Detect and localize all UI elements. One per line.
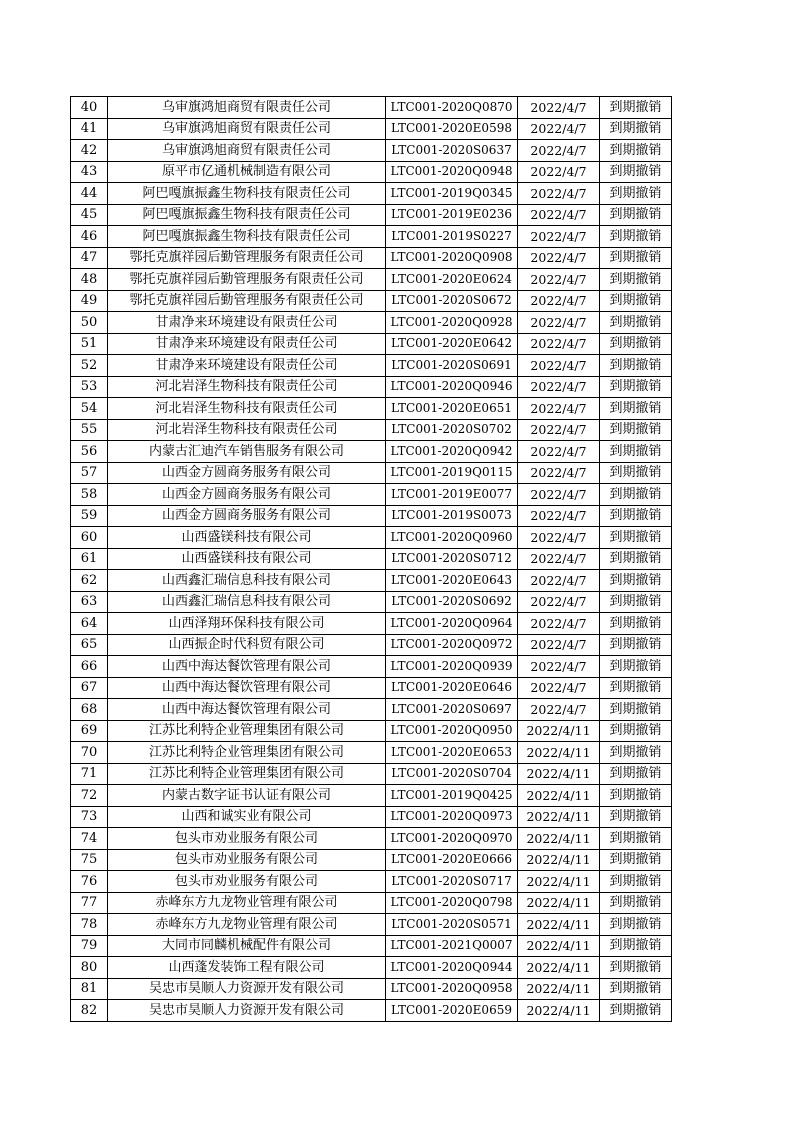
certificate-number-cell: LTC001-2020E0624 — [386, 269, 518, 291]
row-number-cell: 53 — [71, 376, 108, 398]
company-name-cell: 山西金方圆商务服务有限公司 — [108, 462, 386, 484]
company-name-cell: 内蒙古汇迪汽车销售服务有限公司 — [108, 441, 386, 463]
certificate-number-cell: LTC001-2020Q0948 — [386, 161, 518, 183]
certificate-number-cell: LTC001-2020Q0908 — [386, 247, 518, 269]
company-name-cell: 山西和诚实业有限公司 — [108, 806, 386, 828]
row-number-cell: 52 — [71, 355, 108, 377]
date-cell: 2022/4/7 — [518, 462, 600, 484]
certificate-number-cell: LTC001-2020S0692 — [386, 591, 518, 613]
table-row — [71, 914, 672, 936]
certificate-number-cell: LTC001-2019E0077 — [386, 484, 518, 506]
status-cell: 到期撤销 — [600, 226, 672, 248]
date-cell: 2022/4/11 — [518, 957, 600, 979]
table-row — [71, 978, 672, 1000]
certificate-number-cell: LTC001-2021Q0007 — [386, 935, 518, 957]
table-row — [71, 462, 672, 484]
table-row — [71, 226, 672, 248]
row-number-cell: 74 — [71, 828, 108, 850]
certificate-number-cell: LTC001-2020S0691 — [386, 355, 518, 377]
row-number-cell: 58 — [71, 484, 108, 506]
table-row — [71, 828, 672, 850]
certificate-number-cell: LTC001-2020S0717 — [386, 871, 518, 893]
status-cell: 到期撤销 — [600, 505, 672, 527]
row-number-cell: 48 — [71, 269, 108, 291]
row-number-cell: 62 — [71, 570, 108, 592]
company-name-cell: 阿巴嘎旗振鑫生物科技有限责任公司 — [108, 183, 386, 205]
table-row — [71, 763, 672, 785]
row-number-cell: 61 — [71, 548, 108, 570]
company-name-cell: 山西蓬发装饰工程有限公司 — [108, 957, 386, 979]
certificate-number-cell: LTC001-2020S0702 — [386, 419, 518, 441]
row-number-cell: 72 — [71, 785, 108, 807]
row-number-cell: 40 — [71, 97, 108, 119]
company-name-cell: 江苏比利特企业管理集团有限公司 — [108, 763, 386, 785]
status-cell: 到期撤销 — [600, 849, 672, 871]
company-name-cell: 包头市劝业服务有限公司 — [108, 871, 386, 893]
certificate-number-cell: LTC001-2019S0227 — [386, 226, 518, 248]
table-row — [71, 505, 672, 527]
date-cell: 2022/4/7 — [518, 613, 600, 635]
table-row — [71, 97, 672, 119]
status-cell: 到期撤销 — [600, 634, 672, 656]
company-name-cell: 山西金方圆商务服务有限公司 — [108, 505, 386, 527]
date-cell: 2022/4/7 — [518, 290, 600, 312]
certificate-number-cell: LTC001-2020Q0928 — [386, 312, 518, 334]
row-number-cell: 44 — [71, 183, 108, 205]
certificate-number-cell: LTC001-2019Q0115 — [386, 462, 518, 484]
row-number-cell: 71 — [71, 763, 108, 785]
table-row — [71, 871, 672, 893]
table-row — [71, 742, 672, 764]
company-name-cell: 甘肃净来环境建设有限责任公司 — [108, 333, 386, 355]
certificate-number-cell: LTC001-2020S0672 — [386, 290, 518, 312]
company-name-cell: 山西鑫汇瑞信息科技有限公司 — [108, 570, 386, 592]
table-row — [71, 1000, 672, 1022]
status-cell: 到期撤销 — [600, 806, 672, 828]
table-row — [71, 677, 672, 699]
status-cell: 到期撤销 — [600, 742, 672, 764]
date-cell: 2022/4/7 — [518, 441, 600, 463]
company-name-cell: 山西中海达餐饮管理有限公司 — [108, 699, 386, 721]
company-name-cell: 甘肃净来环境建设有限责任公司 — [108, 355, 386, 377]
status-cell: 到期撤销 — [600, 312, 672, 334]
row-number-cell: 45 — [71, 204, 108, 226]
row-number-cell: 55 — [71, 419, 108, 441]
certificate-number-cell: LTC001-2019Q0425 — [386, 785, 518, 807]
certificate-table-body — [71, 97, 672, 1022]
status-cell: 到期撤销 — [600, 441, 672, 463]
table-row — [71, 140, 672, 162]
table-row — [71, 376, 672, 398]
certificate-table — [70, 96, 672, 1022]
certificate-number-cell: LTC001-2020Q0870 — [386, 97, 518, 119]
row-number-cell: 68 — [71, 699, 108, 721]
company-name-cell: 赤峰东方九龙物业管理有限公司 — [108, 914, 386, 936]
company-name-cell: 山西中海达餐饮管理有限公司 — [108, 656, 386, 678]
date-cell: 2022/4/7 — [518, 591, 600, 613]
row-number-cell: 54 — [71, 398, 108, 420]
date-cell: 2022/4/7 — [518, 527, 600, 549]
company-name-cell: 阿巴嘎旗振鑫生物科技有限责任公司 — [108, 226, 386, 248]
row-number-cell: 51 — [71, 333, 108, 355]
date-cell: 2022/4/7 — [518, 140, 600, 162]
status-cell: 到期撤销 — [600, 1000, 672, 1022]
table-row — [71, 849, 672, 871]
date-cell: 2022/4/7 — [518, 269, 600, 291]
status-cell: 到期撤销 — [600, 892, 672, 914]
table-row — [71, 484, 672, 506]
date-cell: 2022/4/7 — [518, 484, 600, 506]
status-cell: 到期撤销 — [600, 118, 672, 140]
certificate-number-cell: LTC001-2020S0637 — [386, 140, 518, 162]
certificate-number-cell: LTC001-2020E0598 — [386, 118, 518, 140]
table-row — [71, 785, 672, 807]
row-number-cell: 56 — [71, 441, 108, 463]
status-cell: 到期撤销 — [600, 548, 672, 570]
date-cell: 2022/4/11 — [518, 892, 600, 914]
certificate-number-cell: LTC001-2020Q0958 — [386, 978, 518, 1000]
company-name-cell: 山西中海达餐饮管理有限公司 — [108, 677, 386, 699]
status-cell: 到期撤销 — [600, 462, 672, 484]
certificate-number-cell: LTC001-2020E0651 — [386, 398, 518, 420]
date-cell: 2022/4/11 — [518, 806, 600, 828]
date-cell: 2022/4/11 — [518, 720, 600, 742]
certificate-number-cell: LTC001-2020S0712 — [386, 548, 518, 570]
company-name-cell: 山西金方圆商务服务有限公司 — [108, 484, 386, 506]
company-name-cell: 山西盛镁科技有限公司 — [108, 548, 386, 570]
company-name-cell: 鄂托克旗祥园后勤管理服务有限责任公司 — [108, 290, 386, 312]
table-row — [71, 355, 672, 377]
date-cell: 2022/4/7 — [518, 570, 600, 592]
row-number-cell: 47 — [71, 247, 108, 269]
row-number-cell: 50 — [71, 312, 108, 334]
row-number-cell: 60 — [71, 527, 108, 549]
company-name-cell: 大同市同麟机械配件有限公司 — [108, 935, 386, 957]
date-cell: 2022/4/11 — [518, 1000, 600, 1022]
certificate-number-cell: LTC001-2020S0704 — [386, 763, 518, 785]
certificate-number-cell: LTC001-2020Q0970 — [386, 828, 518, 850]
table-row — [71, 892, 672, 914]
table-row — [71, 570, 672, 592]
date-cell: 2022/4/7 — [518, 419, 600, 441]
status-cell: 到期撤销 — [600, 828, 672, 850]
company-name-cell: 乌审旗鸿旭商贸有限责任公司 — [108, 97, 386, 119]
table-row — [71, 806, 672, 828]
status-cell: 到期撤销 — [600, 871, 672, 893]
company-name-cell: 鄂托克旗祥园后勤管理服务有限责任公司 — [108, 247, 386, 269]
status-cell: 到期撤销 — [600, 355, 672, 377]
company-name-cell: 原平市亿通机械制造有限公司 — [108, 161, 386, 183]
row-number-cell: 49 — [71, 290, 108, 312]
row-number-cell: 70 — [71, 742, 108, 764]
company-name-cell: 江苏比利特企业管理集团有限公司 — [108, 742, 386, 764]
certificate-number-cell: LTC001-2019S0073 — [386, 505, 518, 527]
date-cell: 2022/4/7 — [518, 247, 600, 269]
table-row — [71, 290, 672, 312]
table-row — [71, 398, 672, 420]
date-cell: 2022/4/7 — [518, 312, 600, 334]
status-cell: 到期撤销 — [600, 484, 672, 506]
company-name-cell: 赤峰东方九龙物业管理有限公司 — [108, 892, 386, 914]
certificate-number-cell: LTC001-2020Q0946 — [386, 376, 518, 398]
table-row — [71, 548, 672, 570]
certificate-number-cell: LTC001-2020E0653 — [386, 742, 518, 764]
certificate-number-cell: LTC001-2020Q0964 — [386, 613, 518, 635]
date-cell: 2022/4/7 — [518, 505, 600, 527]
table-row — [71, 957, 672, 979]
table-row — [71, 591, 672, 613]
status-cell: 到期撤销 — [600, 978, 672, 1000]
status-cell: 到期撤销 — [600, 914, 672, 936]
row-number-cell: 57 — [71, 462, 108, 484]
certificate-number-cell: LTC001-2020Q0942 — [386, 441, 518, 463]
company-name-cell: 江苏比利特企业管理集团有限公司 — [108, 720, 386, 742]
certificate-number-cell: LTC001-2019Q0345 — [386, 183, 518, 205]
date-cell: 2022/4/11 — [518, 978, 600, 1000]
certificate-number-cell: LTC001-2020E0646 — [386, 677, 518, 699]
certificate-number-cell: LTC001-2020S0697 — [386, 699, 518, 721]
status-cell: 到期撤销 — [600, 376, 672, 398]
certificate-number-cell: LTC001-2020S0571 — [386, 914, 518, 936]
date-cell: 2022/4/7 — [518, 677, 600, 699]
status-cell: 到期撤销 — [600, 269, 672, 291]
date-cell: 2022/4/7 — [518, 118, 600, 140]
table-row — [71, 441, 672, 463]
company-name-cell: 甘肃净来环境建设有限责任公司 — [108, 312, 386, 334]
certificate-number-cell: LTC001-2020E0642 — [386, 333, 518, 355]
company-name-cell: 内蒙古数字证书认证有限公司 — [108, 785, 386, 807]
table-row — [71, 204, 672, 226]
date-cell: 2022/4/7 — [518, 548, 600, 570]
row-number-cell: 79 — [71, 935, 108, 957]
table-row — [71, 656, 672, 678]
row-number-cell: 78 — [71, 914, 108, 936]
row-number-cell: 82 — [71, 1000, 108, 1022]
company-name-cell: 包头市劝业服务有限公司 — [108, 849, 386, 871]
table-row — [71, 312, 672, 334]
status-cell: 到期撤销 — [600, 290, 672, 312]
date-cell: 2022/4/11 — [518, 914, 600, 936]
row-number-cell: 66 — [71, 656, 108, 678]
status-cell: 到期撤销 — [600, 204, 672, 226]
company-name-cell: 河北岩泽生物科技有限责任公司 — [108, 376, 386, 398]
certificate-number-cell: LTC001-2020Q0950 — [386, 720, 518, 742]
date-cell: 2022/4/7 — [518, 355, 600, 377]
row-number-cell: 73 — [71, 806, 108, 828]
date-cell: 2022/4/7 — [518, 333, 600, 355]
date-cell: 2022/4/7 — [518, 699, 600, 721]
table-row — [71, 613, 672, 635]
status-cell: 到期撤销 — [600, 398, 672, 420]
row-number-cell: 69 — [71, 720, 108, 742]
table-row — [71, 161, 672, 183]
company-name-cell: 吴忠市昊顺人力资源开发有限公司 — [108, 1000, 386, 1022]
row-number-cell: 65 — [71, 634, 108, 656]
date-cell: 2022/4/11 — [518, 871, 600, 893]
certificate-number-cell: LTC001-2020E0659 — [386, 1000, 518, 1022]
company-name-cell: 河北岩泽生物科技有限责任公司 — [108, 398, 386, 420]
certificate-number-cell: LTC001-2020Q0798 — [386, 892, 518, 914]
status-cell: 到期撤销 — [600, 161, 672, 183]
date-cell: 2022/4/7 — [518, 97, 600, 119]
table-row — [71, 419, 672, 441]
row-number-cell: 75 — [71, 849, 108, 871]
certificate-number-cell: LTC001-2020Q0960 — [386, 527, 518, 549]
date-cell: 2022/4/7 — [518, 656, 600, 678]
status-cell: 到期撤销 — [600, 699, 672, 721]
date-cell: 2022/4/7 — [518, 183, 600, 205]
table-row — [71, 935, 672, 957]
status-cell: 到期撤销 — [600, 247, 672, 269]
certificate-number-cell: LTC001-2020E0643 — [386, 570, 518, 592]
table-row — [71, 634, 672, 656]
company-name-cell: 包头市劝业服务有限公司 — [108, 828, 386, 850]
status-cell: 到期撤销 — [600, 97, 672, 119]
status-cell: 到期撤销 — [600, 656, 672, 678]
status-cell: 到期撤销 — [600, 333, 672, 355]
row-number-cell: 63 — [71, 591, 108, 613]
table-row — [71, 699, 672, 721]
company-name-cell: 山西盛镁科技有限公司 — [108, 527, 386, 549]
date-cell: 2022/4/11 — [518, 828, 600, 850]
status-cell: 到期撤销 — [600, 570, 672, 592]
date-cell: 2022/4/11 — [518, 935, 600, 957]
certificate-number-cell: LTC001-2020Q0939 — [386, 656, 518, 678]
row-number-cell: 80 — [71, 957, 108, 979]
status-cell: 到期撤销 — [600, 591, 672, 613]
date-cell: 2022/4/7 — [518, 634, 600, 656]
row-number-cell: 43 — [71, 161, 108, 183]
certificate-number-cell: LTC001-2020Q0944 — [386, 957, 518, 979]
status-cell: 到期撤销 — [600, 613, 672, 635]
certificate-number-cell: LTC001-2020E0666 — [386, 849, 518, 871]
company-name-cell: 山西振企时代科贸有限公司 — [108, 634, 386, 656]
date-cell: 2022/4/7 — [518, 398, 600, 420]
table-row — [71, 333, 672, 355]
status-cell: 到期撤销 — [600, 957, 672, 979]
status-cell: 到期撤销 — [600, 935, 672, 957]
company-name-cell: 吴忠市昊顺人力资源开发有限公司 — [108, 978, 386, 1000]
date-cell: 2022/4/11 — [518, 763, 600, 785]
row-number-cell: 76 — [71, 871, 108, 893]
row-number-cell: 41 — [71, 118, 108, 140]
status-cell: 到期撤销 — [600, 763, 672, 785]
status-cell: 到期撤销 — [600, 785, 672, 807]
table-row — [71, 720, 672, 742]
certificate-number-cell: LTC001-2020Q0972 — [386, 634, 518, 656]
row-number-cell: 46 — [71, 226, 108, 248]
table-row — [71, 183, 672, 205]
status-cell: 到期撤销 — [600, 527, 672, 549]
status-cell: 到期撤销 — [600, 720, 672, 742]
row-number-cell: 77 — [71, 892, 108, 914]
table-row — [71, 269, 672, 291]
date-cell: 2022/4/7 — [518, 161, 600, 183]
company-name-cell: 乌审旗鸿旭商贸有限责任公司 — [108, 118, 386, 140]
status-cell: 到期撤销 — [600, 140, 672, 162]
row-number-cell: 67 — [71, 677, 108, 699]
row-number-cell: 59 — [71, 505, 108, 527]
date-cell: 2022/4/7 — [518, 204, 600, 226]
company-name-cell: 河北岩泽生物科技有限责任公司 — [108, 419, 386, 441]
date-cell: 2022/4/7 — [518, 226, 600, 248]
date-cell: 2022/4/11 — [518, 785, 600, 807]
company-name-cell: 鄂托克旗祥园后勤管理服务有限责任公司 — [108, 269, 386, 291]
date-cell: 2022/4/11 — [518, 849, 600, 871]
status-cell: 到期撤销 — [600, 183, 672, 205]
table-row — [71, 118, 672, 140]
row-number-cell: 81 — [71, 978, 108, 1000]
date-cell: 2022/4/7 — [518, 376, 600, 398]
company-name-cell: 乌审旗鸿旭商贸有限责任公司 — [108, 140, 386, 162]
company-name-cell: 山西鑫汇瑞信息科技有限公司 — [108, 591, 386, 613]
row-number-cell: 42 — [71, 140, 108, 162]
certificate-number-cell: LTC001-2020Q0973 — [386, 806, 518, 828]
table-row — [71, 527, 672, 549]
certificate-number-cell: LTC001-2019E0236 — [386, 204, 518, 226]
date-cell: 2022/4/11 — [518, 742, 600, 764]
row-number-cell: 64 — [71, 613, 108, 635]
table-row — [71, 247, 672, 269]
status-cell: 到期撤销 — [600, 677, 672, 699]
company-name-cell: 山西泽翔环保科技有限公司 — [108, 613, 386, 635]
status-cell: 到期撤销 — [600, 419, 672, 441]
company-name-cell: 阿巴嘎旗振鑫生物科技有限责任公司 — [108, 204, 386, 226]
